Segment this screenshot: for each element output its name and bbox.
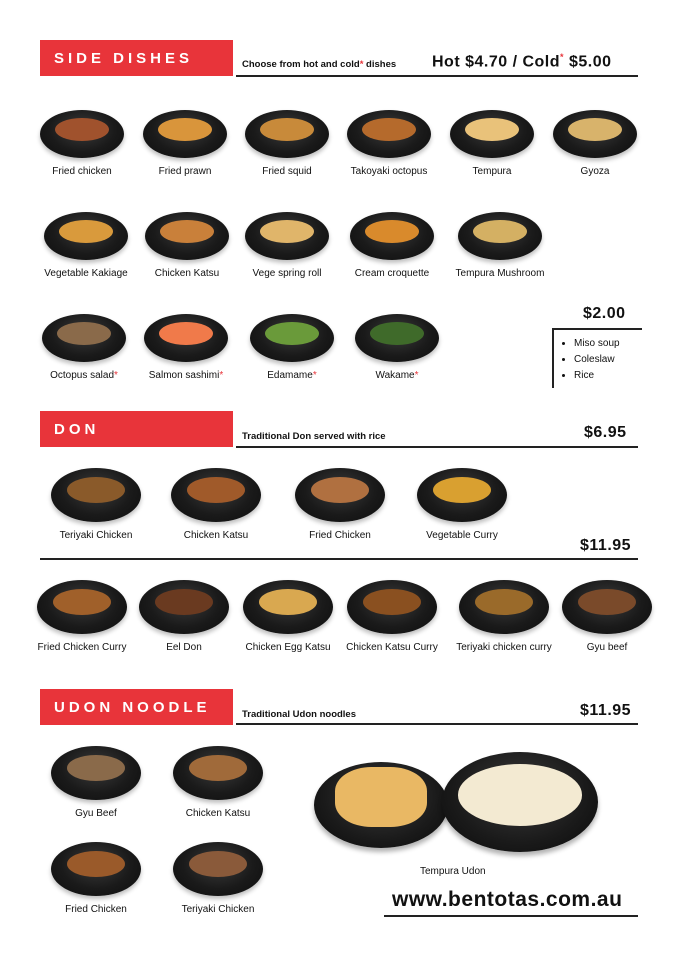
- item-label: Tempura Mushroom: [455, 268, 545, 279]
- bowl-image: [295, 468, 385, 522]
- bowl-image: [145, 212, 229, 260]
- udon-bowl-image: [442, 752, 598, 852]
- item-label: Chicken Egg Katsu: [245, 642, 331, 653]
- bowl-image: [40, 110, 124, 158]
- side-item: [448, 212, 552, 279]
- bowl-image: [51, 746, 141, 800]
- don-banner: DON: [40, 411, 233, 447]
- don-item: [30, 580, 134, 653]
- bowl-image: [347, 580, 437, 634]
- bowl-image: [347, 110, 431, 158]
- bowl-image: [173, 746, 263, 800]
- cold-star: *: [359, 59, 364, 70]
- item-label: Salmon sashimi*: [148, 370, 224, 381]
- side-item: [340, 212, 444, 279]
- extras-list: [554, 336, 642, 384]
- item-label: Takoyaki octopus: [350, 166, 428, 177]
- side-item: [543, 110, 647, 177]
- don-item: [44, 468, 148, 541]
- price-cold: $5.00: [564, 53, 612, 71]
- side-item: [337, 110, 441, 177]
- udon-subtitle: Traditional Udon noodles: [242, 709, 356, 720]
- extras-item: • Miso soup: [574, 336, 642, 352]
- side-item: [134, 314, 238, 381]
- don-item: [164, 468, 268, 541]
- item-label: Gyoza: [580, 166, 610, 177]
- side-item: [240, 314, 344, 381]
- item-label: Eel Don: [166, 642, 202, 653]
- item-label: Teriyaki Chicken: [181, 904, 255, 915]
- don-item: [288, 468, 392, 541]
- don-rule: [236, 446, 638, 448]
- item-label: Cream croquette: [354, 268, 430, 279]
- item-label: Vegetable Curry: [426, 530, 498, 541]
- item-label: Fried Chicken: [65, 904, 127, 915]
- udon-item: [44, 842, 148, 915]
- don-item: [410, 468, 514, 541]
- bowl-image: [42, 314, 126, 362]
- bowl-image: [355, 314, 439, 362]
- item-label: Chicken Katsu: [183, 530, 249, 541]
- side-dishes-subtitle: [242, 59, 396, 70]
- bowl-image: [171, 468, 261, 522]
- bowl-image: [553, 110, 637, 158]
- item-label: Vegetable Kakiage: [44, 268, 128, 279]
- website-url: www.bentotas.com.au: [392, 888, 623, 911]
- bowl-image: [450, 110, 534, 158]
- don-item: [132, 580, 236, 653]
- extras-price: $2.00: [583, 305, 626, 322]
- side-item: [440, 110, 544, 177]
- item-label: Fried Chicken: [309, 530, 371, 541]
- don-item: [555, 580, 659, 653]
- price-hot: Hot $4.70 / Cold: [432, 53, 561, 71]
- item-label: Vege spring roll: [252, 268, 322, 279]
- subtitle-text-end: dishes: [363, 59, 397, 70]
- side-dishes-rule: [236, 75, 638, 77]
- item-label: Chicken Katsu Curry: [346, 642, 438, 653]
- side-item: [345, 314, 449, 381]
- udon-rule: [236, 723, 638, 725]
- extras-item: • Rice: [574, 368, 642, 384]
- bowl-image: [417, 468, 507, 522]
- bowl-image: [250, 314, 334, 362]
- side-item: [235, 110, 339, 177]
- side-item: [30, 110, 134, 177]
- item-label: Gyu beef: [586, 642, 628, 653]
- bowl-image: [459, 580, 549, 634]
- side-item: [32, 314, 136, 381]
- bowl-image: [350, 212, 434, 260]
- side-item: [133, 110, 237, 177]
- item-label: Teriyaki chicken curry: [456, 642, 552, 653]
- don-price-b: $11.95: [580, 537, 632, 554]
- side-item: [34, 212, 138, 279]
- udon-price: $11.95: [580, 702, 632, 719]
- feature-label: Tempura Udon: [420, 866, 486, 877]
- extras-item: • Coleslaw: [574, 352, 642, 368]
- item-label: Fried chicken: [52, 166, 112, 177]
- side-item: [235, 212, 339, 279]
- bowl-image: [245, 110, 329, 158]
- don-item: [340, 580, 444, 653]
- don-item: [236, 580, 340, 653]
- item-label: Edamame*: [267, 370, 317, 381]
- bowl-image: [245, 212, 329, 260]
- bowl-image: [458, 212, 542, 260]
- bowl-image: [562, 580, 652, 634]
- udon-banner: UDON NOODLE: [40, 689, 233, 725]
- subtitle-text: Choose from hot and cold: [242, 59, 360, 70]
- price-star: *: [560, 52, 565, 62]
- tempura-bowl-image: [314, 762, 448, 848]
- item-label: Chicken Katsu: [185, 808, 251, 819]
- item-label: Fried Chicken Curry: [37, 642, 127, 653]
- side-dishes-price: [432, 52, 612, 71]
- bowl-image: [144, 314, 228, 362]
- bowl-image: [143, 110, 227, 158]
- side-item: [135, 212, 239, 279]
- udon-item: [166, 746, 270, 819]
- extras-list-box: [552, 328, 642, 388]
- udon-item: [44, 746, 148, 819]
- don-rule-2: [40, 558, 638, 560]
- item-label: Tempura: [472, 166, 512, 177]
- side-dishes-banner: SIDE DISHES: [40, 40, 233, 76]
- item-label: Teriyaki Chicken: [59, 530, 133, 541]
- bowl-image: [243, 580, 333, 634]
- bowl-image: [139, 580, 229, 634]
- website-rule: [384, 915, 638, 917]
- item-label: Wakame*: [375, 370, 419, 381]
- item-label: Gyu Beef: [75, 808, 117, 819]
- bowl-image: [44, 212, 128, 260]
- bowl-image: [173, 842, 263, 896]
- udon-item: [166, 842, 270, 915]
- item-label: Chicken Katsu: [154, 268, 220, 279]
- bowl-image: [37, 580, 127, 634]
- don-price-a: $6.95: [584, 424, 627, 441]
- item-label: Fried prawn: [158, 166, 212, 177]
- bowl-image: [51, 842, 141, 896]
- item-label: Octopus salad*: [50, 370, 118, 381]
- item-label: Fried squid: [262, 166, 312, 177]
- don-item: [452, 580, 556, 653]
- don-subtitle: Traditional Don served with rice: [242, 431, 386, 442]
- bowl-image: [51, 468, 141, 522]
